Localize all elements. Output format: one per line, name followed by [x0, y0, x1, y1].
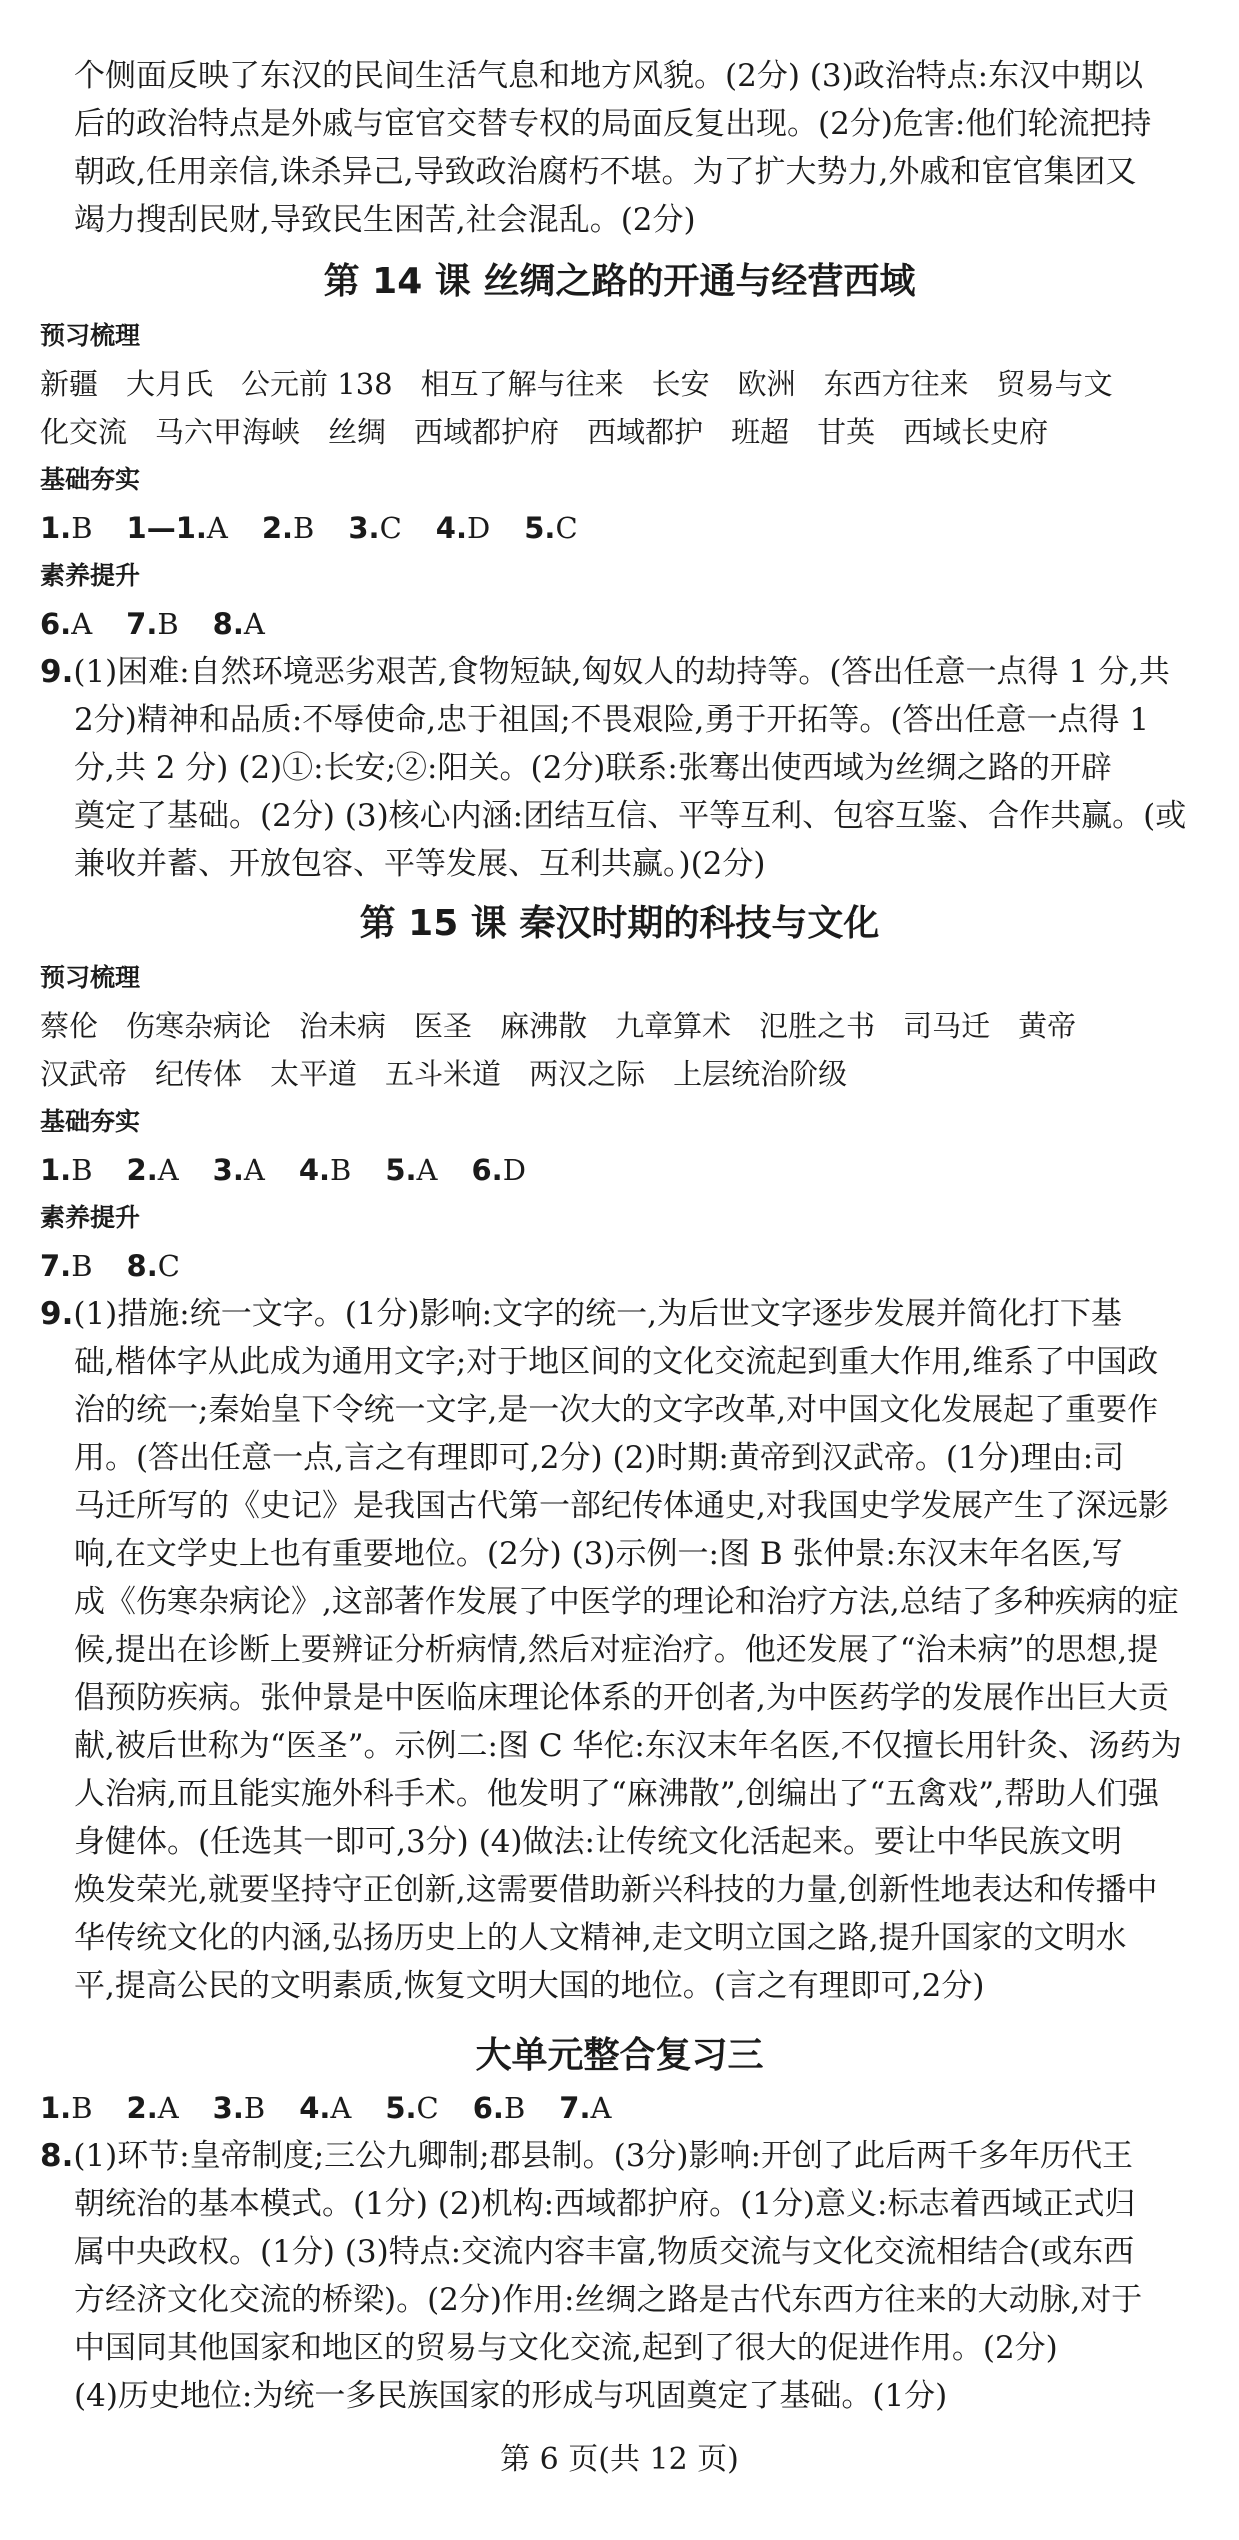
- text-line: 中国同其他国家和地区的贸易与文化交流,起到了很大的促进作用。(2分): [74, 2330, 1058, 2366]
- answer-choice: A: [330, 2091, 352, 2125]
- text-line: 焕发荣光,就要坚持守正创新,这需要借助新兴科技的力量,创新性地表达和传播中: [74, 1872, 1158, 1908]
- question-number: 6.: [40, 607, 72, 641]
- answer-choice: A: [243, 607, 265, 641]
- answer-item: [40, 1249, 93, 1283]
- question-number: 8.: [40, 2138, 74, 2174]
- answer-text: (1)困难:自然环境恶劣艰苦,食物短缺,匈奴人的劫持等。(答出任意一点得 1 分,共: [73, 654, 1170, 690]
- term: 甘英: [817, 415, 876, 449]
- question-number: 1.: [40, 1153, 72, 1187]
- preview-heading: 预习梳理: [40, 963, 141, 992]
- answer-choice: B: [71, 1153, 93, 1187]
- question-number: 4.: [298, 1153, 331, 1187]
- answer-text: (1)措施:统一文字。(1分)影响:文字的统一,为后世文字逐步发展并简化打下基: [73, 1296, 1122, 1332]
- question-number: 7.: [40, 1249, 72, 1283]
- answer-choice: B: [157, 607, 179, 641]
- text-line: 方经济文化交流的桥梁)。(2分)作用:丝绸之路是古代东西方往来的大动脉,对于: [74, 2282, 1143, 2318]
- text-line: 后的政治特点是外戚与宦官交替专权的局面反复出现。(2分)危害:他们轮流把持: [74, 106, 1152, 142]
- text-line: 身健体。(任选其一即可,3分) (4)做法:让传统文化活起来。要让中华民族文明: [74, 1824, 1122, 1860]
- term: 蔡伦: [40, 1009, 99, 1043]
- question-number: 4.: [435, 511, 467, 545]
- term: 汉武帝: [40, 1057, 128, 1091]
- term: 黄帝: [1018, 1009, 1077, 1043]
- text-line: 平,提高公民的文明素质,恢复文明大国的地位。(言之有理即可,2分): [74, 1968, 985, 2004]
- question-number: 8.: [126, 1249, 158, 1283]
- term: 相互了解与往来: [420, 367, 624, 401]
- term: 化交流: [40, 415, 128, 449]
- answer-choice: C: [416, 2091, 439, 2125]
- question-9-line: [40, 1290, 1205, 1338]
- answer-item: [127, 1249, 180, 1283]
- answer-item: [127, 511, 228, 545]
- term: 治未病: [299, 1009, 387, 1043]
- term: 太平道: [270, 1057, 358, 1091]
- text-line: 成《伤寒杂病论》,这部著作发展了中医学的理论和治疗方法,总结了多种疾病的症: [74, 1584, 1179, 1620]
- term: 伤寒杂病论: [126, 1009, 272, 1043]
- answer-item: [127, 1153, 179, 1187]
- question-number: 5.: [385, 2091, 417, 2125]
- text-line: 华传统文化的内涵,弘扬历史上的人文精神,走文明立国之路,提升国家的文明水: [74, 1920, 1127, 1956]
- question-number: 4.: [299, 2091, 331, 2125]
- answer-item: [472, 1153, 526, 1187]
- lesson-15-section: [40, 954, 1205, 2010]
- question-number: 2.: [261, 511, 294, 545]
- answer-item: [213, 607, 265, 641]
- term: 九章算术: [615, 1009, 732, 1043]
- text-line: 用。(答出任意一点,言之有理即可,2分) (2)时期:黄帝到汉武帝。(1分)理由:司: [74, 1440, 1125, 1476]
- question-8-line: [40, 2132, 1205, 2180]
- answer-item: [126, 607, 179, 641]
- question-number: 2.: [126, 1153, 158, 1187]
- text-line: 朝政,任用亲信,诛杀异己,导致政治腐朽不堪。为了扩大势力,外戚和宦官集团又: [74, 154, 1137, 190]
- text-line: 2分)精神和品质:不辱使命,忠于祖国;不畏艰险,勇于开拓等。(答出任意一点得 1: [74, 702, 1150, 738]
- term: 司马迁: [903, 1009, 991, 1043]
- text-line: 候,提出在诊断上要辨证分析病情,然后对症治疗。他还发展了“治未病”的思想,提: [74, 1632, 1159, 1668]
- term: 纪传体: [155, 1057, 243, 1091]
- answer-choice: A: [206, 511, 228, 545]
- basic-heading: 基础夯实: [40, 1107, 141, 1136]
- text-line: 兼收并蓄、开放包容、平等发展、互利共赢。)(2分): [74, 846, 766, 882]
- answer-item: [40, 1153, 93, 1187]
- lesson-14-section: [40, 312, 1205, 888]
- term: 两汉之际: [529, 1057, 646, 1091]
- answer-choice: A: [243, 1153, 265, 1187]
- question-number: 9.: [40, 1296, 74, 1332]
- intro-paragraph: [40, 52, 1205, 244]
- text-line: 奠定了基础。(2分) (3)核心内涵:团结互信、平等互利、包容互鉴、合作共赢。(或: [74, 798, 1187, 834]
- question-number: 1.: [40, 511, 72, 545]
- answer-item: [40, 511, 93, 545]
- text-line: 马迁所写的《史记》是我国古代第一部纪传体通史,对我国史学发展产生了深远影: [74, 1488, 1169, 1524]
- term: 大月氏: [126, 367, 214, 401]
- answer-choice: C: [157, 1249, 180, 1283]
- answer-choice: B: [293, 511, 315, 545]
- question-number: 2.: [126, 2091, 158, 2125]
- question-number: 6.: [472, 2091, 504, 2125]
- answer-item: [213, 1153, 265, 1187]
- answer-text: (1)环节:皇帝制度;三公九卿制;郡县制。(3分)影响:开创了此后两千多年历代王: [73, 2138, 1133, 2174]
- preview-terms-row: [40, 1050, 1205, 1098]
- text-line: 竭力搜刮民财,导致民生困苦,社会混乱。(2分): [74, 202, 696, 238]
- answer-choice: C: [379, 511, 402, 545]
- answer-item: [40, 2091, 93, 2125]
- answer-item: [524, 511, 577, 545]
- answer-item: [213, 2091, 266, 2125]
- term: 新疆: [40, 367, 99, 401]
- answer-choice: A: [157, 2091, 179, 2125]
- page-footer: 第 6 页(共 12 页): [500, 2442, 739, 2477]
- answer-item: [473, 2091, 526, 2125]
- term: 丝绸: [328, 415, 387, 449]
- answer-item: [127, 2091, 179, 2125]
- basic-answers: [40, 1146, 1205, 1194]
- preview-terms-row: [40, 360, 1205, 408]
- review-3-section: [40, 2084, 1205, 2420]
- answer-choice: D: [502, 1153, 526, 1187]
- answer-item: [40, 607, 92, 641]
- answer-choice: B: [330, 1153, 352, 1187]
- preview-terms-row: [40, 408, 1205, 456]
- improve-answers: [40, 600, 1205, 648]
- text-line: (4)历史地位:为统一多民族国家的形成与巩固奠定了基础。(1分): [74, 2378, 948, 2414]
- question-9-line: [40, 648, 1205, 696]
- text-line: 属中央政权。(1分) (3)特点:交流内容丰富,物质交流与文化交流相结合(或东西: [74, 2234, 1135, 2270]
- answer-choice: A: [416, 1153, 438, 1187]
- term: 公元前 138: [241, 367, 393, 401]
- text-line: 分,共 2 分) (2)①:长安;②:阳关。(2分)联系:张骞出使西域为丝绸之路的开辟: [74, 750, 1112, 786]
- answer-choice: C: [555, 511, 578, 545]
- term: 氾胜之书: [759, 1009, 876, 1043]
- term: 马六甲海峡: [155, 415, 301, 449]
- preview-terms-row: [40, 1002, 1205, 1050]
- question-number: 1—1.: [126, 511, 207, 545]
- question-number: 3.: [212, 2091, 244, 2125]
- answer-item: [436, 511, 490, 545]
- term: 医圣: [414, 1009, 473, 1043]
- term: 麻沸散: [500, 1009, 588, 1043]
- term: 五斗米道: [385, 1057, 502, 1091]
- text-line: 人治病,而且能实施外科手术。他发明了“麻沸散”,创编出了“五禽戏”,帮助人们强: [74, 1776, 1159, 1812]
- question-number: 7.: [126, 607, 158, 641]
- term: 东西方往来: [823, 367, 969, 401]
- answer-choice: A: [71, 607, 93, 641]
- lesson-15-title: 第 15 课 秦汉时期的科技与文化: [359, 903, 880, 944]
- review-answers: [40, 2084, 1205, 2132]
- answer-choice: B: [71, 2091, 93, 2125]
- text-line: 献,被后世称为“医圣”。示例二:图 C 华佗:东汉末年名医,不仅擅长用针灸、汤药为: [74, 1728, 1182, 1764]
- answer-choice: A: [157, 1153, 179, 1187]
- text-line: 个侧面反映了东汉的民间生活气息和地方风貌。(2分) (3)政治特点:东汉中期以: [74, 58, 1144, 94]
- text-line: 倡预防疾病。张仲景是中医临床理论体系的开创者,为中医药学的发展作出巨大贡: [74, 1680, 1169, 1716]
- term: 班超: [731, 415, 790, 449]
- lesson-14-title: 第 14 课 丝绸之路的开通与经营西域: [323, 261, 916, 302]
- basic-answers: [40, 504, 1205, 552]
- answer-choice: D: [466, 511, 491, 545]
- text-line: 治的统一;秦始皇下令统一文字,是一次大的文字改革,对中国文化发展起了重要作: [74, 1392, 1159, 1428]
- answer-choice: A: [590, 2091, 612, 2125]
- answer-item: [299, 2091, 351, 2125]
- review-3-title: 大单元整合复习三: [475, 2035, 764, 2076]
- improve-heading: 素养提升: [40, 1203, 141, 1232]
- term: 西域都护府: [414, 415, 560, 449]
- improve-answers: [40, 1242, 1205, 1290]
- answer-choice: B: [71, 1249, 93, 1283]
- question-number: 3.: [348, 511, 380, 545]
- preview-heading: 预习梳理: [40, 321, 141, 350]
- answer-choice: B: [503, 2091, 526, 2125]
- text-line: 朝统治的基本模式。(1分) (2)机构:西域都护府。(1分)意义:标志着西域正式归: [74, 2186, 1136, 2222]
- basic-heading: 基础夯实: [40, 465, 141, 494]
- answer-item: [262, 511, 315, 545]
- answer-item: [559, 2091, 611, 2125]
- question-number: 9.: [40, 654, 74, 690]
- question-number: 7.: [559, 2091, 591, 2125]
- term: 贸易与文: [996, 367, 1113, 401]
- text-line: 响,在文学史上也有重要地位。(2分) (3)示例一:图 B 张仲景:东汉末年名医,写: [74, 1536, 1123, 1572]
- question-number: 6.: [471, 1153, 503, 1187]
- answer-item: [299, 1153, 352, 1187]
- answer-item: [385, 2091, 438, 2125]
- term: 长安: [651, 367, 710, 401]
- answer-item: [385, 1153, 437, 1187]
- term: 欧洲: [737, 367, 796, 401]
- term: 西域都护: [587, 415, 704, 449]
- text-line: 础,楷体字从此成为通用文字;对于地区间的文化交流起到重大作用,维系了中国政: [74, 1344, 1159, 1380]
- question-number: 3.: [212, 1153, 244, 1187]
- answer-item: [348, 511, 401, 545]
- question-number: 5.: [524, 511, 556, 545]
- answer-choice: B: [243, 2091, 266, 2125]
- question-number: 1.: [40, 2091, 72, 2125]
- question-number: 8.: [212, 607, 244, 641]
- term: 上层统治阶级: [673, 1057, 848, 1091]
- question-number: 5.: [385, 1153, 417, 1187]
- improve-heading: 素养提升: [40, 561, 141, 590]
- term: 西域长史府: [903, 415, 1049, 449]
- answer-choice: B: [71, 511, 93, 545]
